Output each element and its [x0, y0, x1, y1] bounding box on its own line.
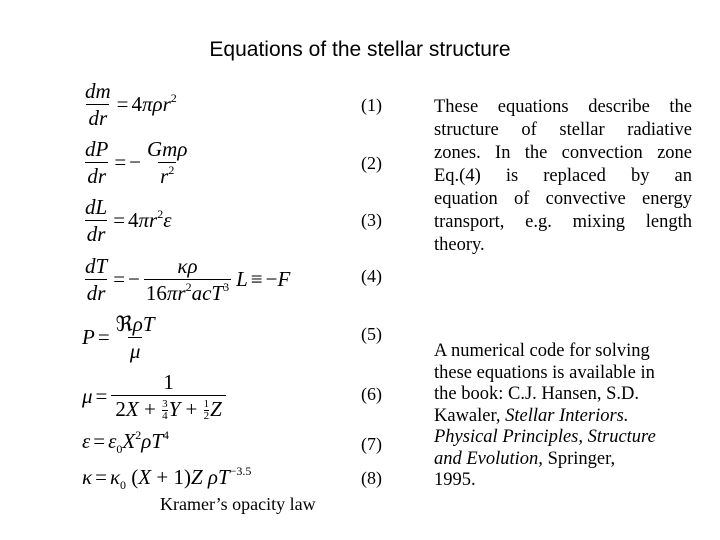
reference-book-subtitle-end: and Evolution, — [434, 448, 543, 469]
reference-line: these equations is available in — [434, 362, 655, 383]
kramers-opacity-caption: Kramer’s opacity law — [160, 494, 316, 514]
equation-number: (7) — [361, 434, 382, 454]
equation-kramers-opacity: κ = $\kappa_0$ (X + 1)Z $\rho T^{-3.5}$ — [82, 463, 252, 492]
description-line: zones. In the convection zone — [434, 143, 692, 163]
equation-mass-continuity: $\frac{dm}{dr}$ = 4πρr$^2$ — [85, 78, 177, 130]
reference-book-title: Stellar Interiors. — [505, 405, 629, 426]
description-line: Eq.(4) is replaced by an — [434, 166, 692, 186]
reference-line — [434, 406, 696, 428]
equation-energy-generation: $\frac{dL}{dr}$ = $4\pi r^2\varepsilon$ — [85, 194, 172, 246]
equation-number: (2) — [361, 153, 382, 173]
description-line: equation of convective energy — [434, 189, 692, 209]
equation-number: (8) — [361, 468, 382, 488]
description-paragraph — [434, 96, 692, 257]
equation-number: (3) — [361, 210, 382, 230]
reference-publisher: Springer, — [542, 448, 616, 469]
description-line: transport, e.g. mixing length — [434, 212, 692, 232]
page-title: Equations of the stellar structure — [209, 38, 511, 61]
equation-mean-molecular-weight: μ = 1 2X + $\frac{3}{4}$ Y + $\frac{1}{2}$ Z — [82, 371, 227, 421]
description-line: These equations describe the — [434, 97, 692, 117]
reference-line: the book: C.J. Hansen, S.D. — [434, 384, 640, 404]
equation-number: (5) — [361, 324, 382, 344]
reference-paragraph — [434, 341, 696, 492]
equation-radiative-transport: $\frac{dT}{dr}$ = − $\frac{\kappa\rho}{16\pi r^2acT^3}$ L ≡ −F — [85, 253, 291, 305]
reference-line: A numerical code for solving — [434, 341, 650, 361]
equation-number: (6) — [361, 384, 382, 404]
reference-line — [434, 449, 696, 471]
equation-energy-rate: ε = $\varepsilon_0X^2\rho T^4$ — [82, 427, 169, 456]
description-line: theory. — [434, 235, 485, 255]
reference-year: 1995. — [434, 470, 476, 490]
reference-author: Kawaler, — [434, 405, 506, 426]
reference-book-subtitle: Physical Principles, Structure — [434, 427, 656, 447]
description-line: structure of stellar radiative — [434, 120, 692, 140]
equation-number: (4) — [361, 266, 382, 286]
equation-number: (1) — [361, 95, 382, 115]
equation-hydrostatic-equilibrium: $\frac{dP}{dr}$ = − $\frac{\text{Gmρ}}{r^2}$ — [85, 136, 188, 188]
equation-ideal-gas: P = $\frac{\text{ℜρT}}{\mu}$ — [82, 311, 155, 363]
